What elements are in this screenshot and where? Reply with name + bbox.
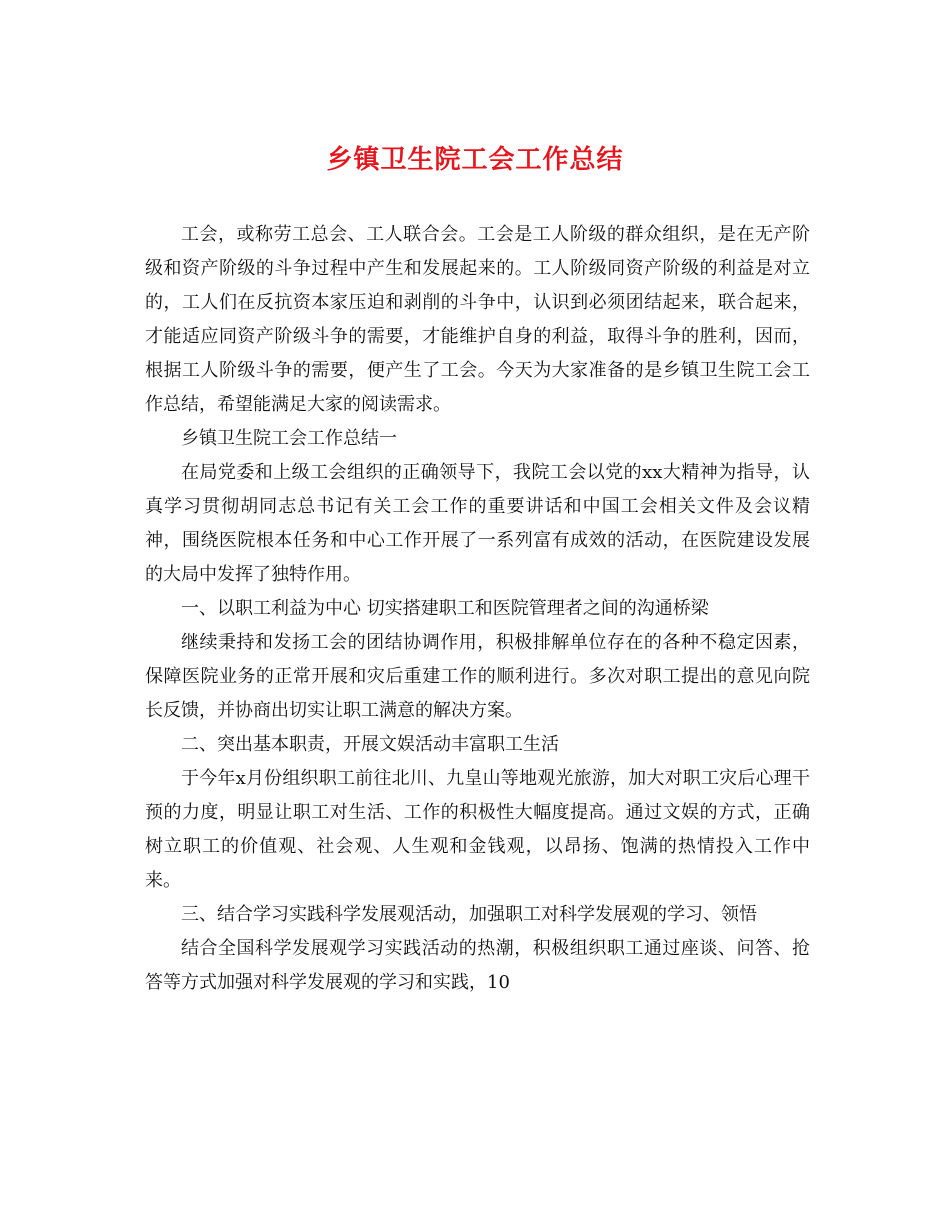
document-body (145, 218, 810, 1000)
heading-section-one: 一、以职工利益为中心 切实搭建职工和医院管理者之间的沟通桥梁 (181, 598, 709, 619)
paragraph-intro: 工会，或称劳工总会、工人联合会。工会是工人阶级的群众组织，是在无产阶级和资产阶级的斗争过程中产生和发展起来的。工人阶级同资产阶级的利益是对立的，工人们在反抗资本家压迫和剥削的斗争中，认识到必须团结起来，联合起来，才能适应同资产阶级斗争的需要，才能维护自身的利益，取得斗争的胜利，因而，根据工人阶级斗争的需要，便产生了工会。今天为大家准备的是乡镇卫生院工会工作总结，希望能满足大家的阅读需求。 (145, 224, 810, 415)
heading-section-three: 三、结合学习实践科学发展观活动，加强职工对科学发展观的学习、领悟 (181, 904, 757, 925)
paragraph-section-two: 于今年x月份组织职工前往北川、九皇山等地观光旅游，加大对职工灾后心理干预的力度，明显让职工对生活、工作的积极性大幅度提高。通过文娱的方式，正确树立职工的价值观、社会观、人生观和金钱观，以昂扬、饱满的热情投入工作中来。 (145, 768, 810, 891)
paragraph-leadership: 在局党委和上级工会组织的正确领导下，我院工会以党的xx大精神为指导，认真学习贯彻胡同志总书记有关工会工作的重要讲话和中国工会相关文件及会议精神，围绕医院根本任务和中心工作开展了一系列富有成效的活动，在医院建设发展的大局中发挥了独特作用。 (145, 462, 810, 585)
section-title-summary-one: 乡镇卫生院工会工作总结一 (181, 428, 397, 449)
heading-section-two: 二、突出基本职责，开展文娱活动丰富职工生活 (181, 734, 559, 755)
document-title: 乡镇卫生院工会工作总结 (326, 145, 624, 175)
paragraph-section-three: 结合全国科学发展观学习实践活动的热潮，积极组织职工通过座谈、问答、抢答等方式加强对科学发展观的学习和实践，10 (145, 938, 810, 993)
paragraph-section-one: 继续秉持和发扬工会的团结协调作用，积极排解单位存在的各种不稳定因素，保障医院业务的正常开展和灾后重建工作的顺利进行。多次对职工提出的意见向院长反馈，并协商出切实让职工满意的解决方案。 (145, 632, 810, 721)
